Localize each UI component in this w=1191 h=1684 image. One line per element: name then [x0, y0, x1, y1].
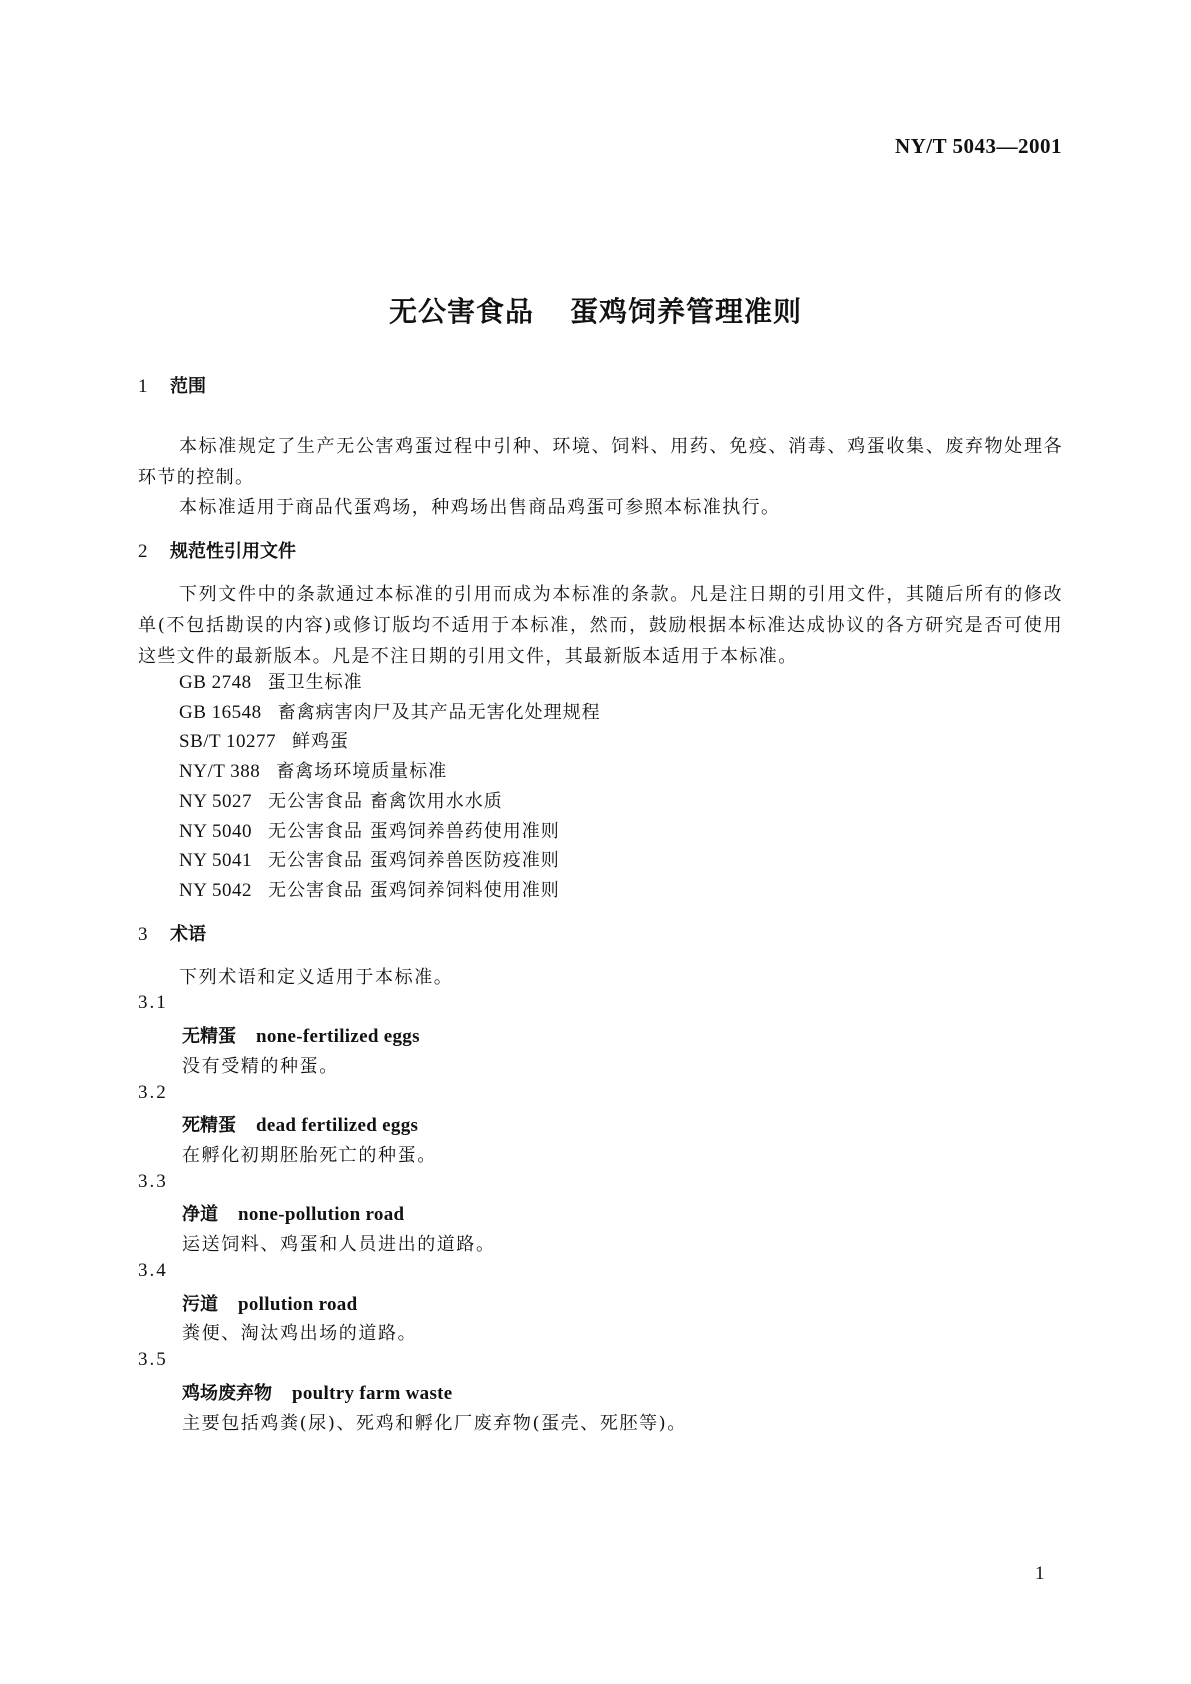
- term-heading: 净道 none-pollution road: [182, 1204, 405, 1225]
- term-definition: 没有受精的种蛋。: [182, 1056, 339, 1077]
- term-heading: 鸡场废弃物 poultry farm waste: [182, 1383, 453, 1404]
- term-number: 3.1: [138, 992, 168, 1013]
- section-title: 规范性引用文件: [170, 541, 296, 562]
- section-title: 范围: [170, 376, 206, 397]
- title-part-1: 无公害食品: [388, 295, 534, 328]
- term-definition: 主要包括鸡粪(尿)、死鸡和孵化厂废弃物(蛋壳、死胚等)。: [182, 1413, 687, 1434]
- term-definition: 粪便、淘汰鸡出场的道路。: [182, 1323, 418, 1344]
- section-number: 2: [138, 541, 148, 562]
- section-2-heading: [138, 537, 296, 563]
- reference-item: GB 2748 蛋卫生标准: [179, 672, 363, 693]
- section-number: 1: [138, 376, 148, 397]
- reference-item: NY 5040 无公害食品 蛋鸡饲养兽药使用准则: [179, 821, 560, 842]
- standard-number: NY/T 5043—2001: [894, 134, 1062, 158]
- reference-item: NY 5042 无公害食品 蛋鸡饲养饲料使用准则: [179, 880, 560, 901]
- title-part-2: 蛋鸡饲养管理准则: [570, 295, 803, 328]
- page-number: 1: [1035, 1563, 1045, 1584]
- section-3-intro: 下列术语和定义适用于本标准。: [179, 967, 454, 988]
- term-definition: 在孵化初期胚胎死亡的种蛋。: [182, 1145, 437, 1166]
- section-1-heading: [138, 372, 206, 398]
- section-3-heading: [138, 920, 206, 946]
- section-number: 3: [138, 924, 148, 945]
- section-2-paragraph: 下列文件中的条款通过本标准的引用而成为本标准的条款。凡是注日期的引用文件，其随后所有的修改单(不包括勘误的内容)或修订版均不适用于本标准，然而，鼓励根据本标准达成协议的各方研究是否可使用这些文件的最新版本。凡是不注日期的引用文件，其最新版本适用于本标准。: [138, 584, 1063, 667]
- term-heading: 污道 pollution road: [182, 1294, 358, 1315]
- reference-item: NY/T 388 畜禽场环境质量标准: [179, 761, 448, 782]
- term-number: 3.3: [138, 1171, 168, 1192]
- section-1-paragraph-2: 本标准适用于商品代蛋鸡场，种鸡场出售商品鸡蛋可参照本标准执行。: [179, 497, 781, 518]
- term-definition: 运送饲料、鸡蛋和人员进出的道路。: [182, 1234, 496, 1255]
- term-heading: 无精蛋 none-fertilized eggs: [182, 1026, 420, 1047]
- section-title: 术语: [170, 924, 206, 945]
- term-number: 3.2: [138, 1082, 168, 1103]
- term-heading: 死精蛋 dead fertilized eggs: [182, 1115, 419, 1136]
- reference-item: SB/T 10277 鲜鸡蛋: [179, 731, 350, 752]
- reference-item: NY 5041 无公害食品 蛋鸡饲养兽医防疫准则: [179, 850, 560, 871]
- reference-item: GB 16548 畜禽病害肉尸及其产品无害化处理规程: [179, 702, 601, 723]
- reference-item: NY 5027 无公害食品 畜禽饮用水水质: [179, 791, 503, 812]
- term-number: 3.4: [138, 1260, 168, 1281]
- section-1-paragraph-1: 本标准规定了生产无公害鸡蛋过程中引种、环境、饲料、用药、免疫、消毒、鸡蛋收集、废弃物处理各环节的控制。: [138, 436, 1063, 488]
- term-number: 3.5: [138, 1349, 168, 1370]
- page-title: [0, 290, 1191, 330]
